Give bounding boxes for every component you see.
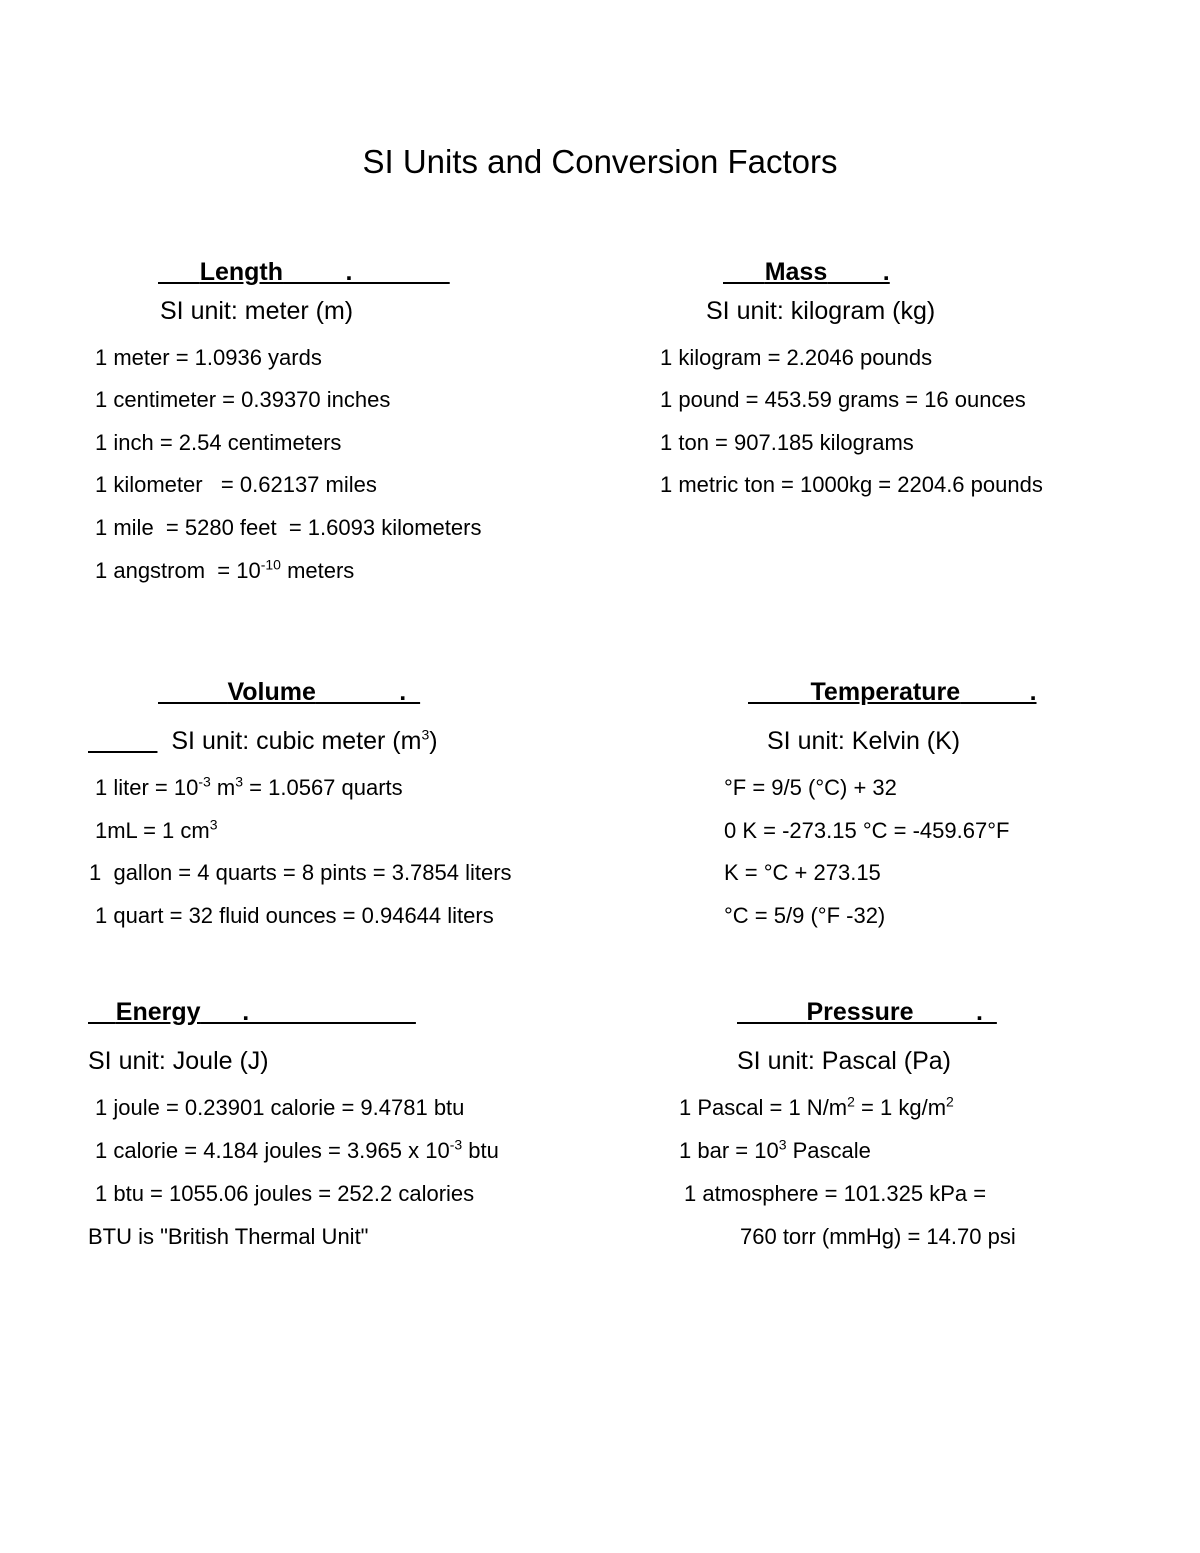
energy-line-calorie: 1 calorie = 4.184 joules = 3.965 x $10^{-3}$ btu [95,1136,499,1163]
mass-si-unit: SI unit: kilogram (kg) [706,297,936,325]
volume-line-liter: 1 liter = $10^{-3}$ $m^3 = 1.0567$ quarts [95,773,403,800]
temperature-heading: Temperature . [810,678,1037,706]
temperature-si-unit: SI unit: Kelvin (K) [767,727,961,755]
mass-heading: Mass . [764,258,890,286]
volume-line: 1 quart = 32 fluid ounces = 0.94644 liters [95,903,494,928]
length-line-angstrom: 1 angstrom = $10^{-10}$ meters [95,556,355,583]
energy-line: 1 btu = 1055.06 joules = 252.2 calories [95,1181,475,1206]
energy-si-unit: SI unit: Joule (J) [88,1047,269,1075]
energy-heading: Energy . [115,998,416,1026]
energy-line: 1 joule = 0.23901 calorie = 9.4781 btu [95,1095,465,1120]
volume-heading: Volume . [227,678,421,706]
pressure-si-unit: SI unit: Pascal (Pa) [737,1047,951,1075]
pressure-heading: Pressure . [806,998,997,1026]
mass-line: 1 kilogram = 2.2046 pounds [660,345,933,370]
page-title: SI Units and Conversion Factors [362,143,838,180]
pressure-line: 1 atmosphere = 101.325 kPa = [684,1181,987,1206]
temperature-line: °C = 5/9 (°F -32) [724,903,886,928]
length-line: 1 kilometer = 0.62137 miles [95,472,377,497]
length-si-unit: SI unit: meter (m) [160,297,354,325]
length-line: 1 inch = 2.54 centimeters [95,430,342,455]
length-heading: Length . [199,258,450,286]
pressure-line: 760 torr (mmHg) = 14.70 psi [740,1224,1016,1249]
length-line: 1 meter = 1.0936 yards [95,345,322,370]
energy-line: BTU is "British Thermal Unit" [88,1224,369,1249]
volume-line: 1 gallon = 4 quarts = 8 pints = 3.7854 liters [89,860,512,885]
temperature-line: K = °C + 273.15 [724,860,881,885]
mass-line: 1 metric ton = 1000kg = 2204.6 pounds [660,472,1043,497]
volume-si-unit: SI unit: cubic meter $(m^3)$ [171,726,438,755]
length-line: 1 centimeter = 0.39370 inches [95,387,391,412]
mass-line: 1 ton = 907.185 kilograms [660,430,914,455]
volume-line-ml: 1mL = 1 $cm^3$ [95,816,218,843]
temperature-line: °F = 9/5 (°C) + 32 [724,775,897,800]
mass-line: 1 pound = 453.59 grams = 16 ounces [660,387,1026,412]
pressure-line-bar: 1 bar = $10^3$ Pascale [679,1136,871,1163]
temperature-line: 0 K = -273.15 °C = -459.67°F [724,818,1010,843]
pressure-line-pascal: 1 Pascal = 1 $N/m^2 = 1$ $kg/m^2$ [679,1093,954,1120]
length-line: 1 mile = 5280 feet = 1.6093 kilometers [95,515,482,540]
